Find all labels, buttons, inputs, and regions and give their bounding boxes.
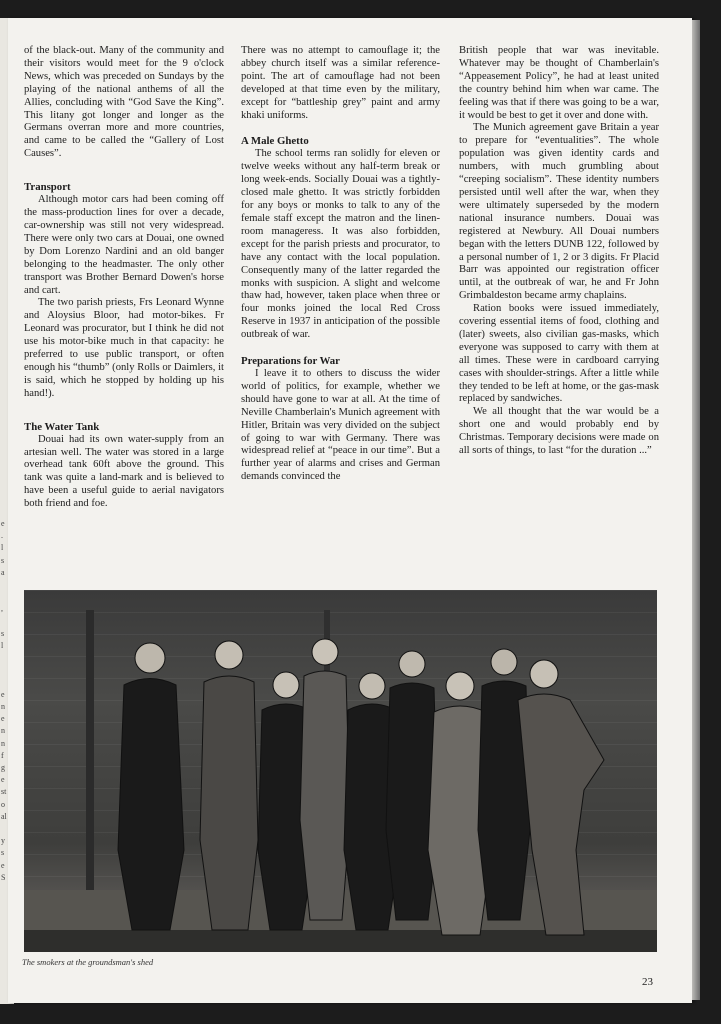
underlying-letter: y — [1, 836, 5, 846]
underlying-letter: S — [1, 872, 6, 882]
text-column-3 — [459, 45, 659, 458]
underlying-letter: n — [1, 702, 5, 712]
paragraph: I leave it to others to discuss the wider world of politics, for example, whether we should have gone to war at all. At the time of Neville Chamberlain's Munich agreement with Hitler, Britain was very divided on the subject of going to war with Germany. There was widespread relief at “peace in our time”. But a further year of alarms and crises and German demands convinced the — [241, 368, 440, 483]
text-column-1 — [24, 45, 224, 511]
paragraph: British people that war was inevitable. Whatever may be thought of Chamberlain's “Appeasement Policy”, he had at least united the country behind him when war came. The feeling was that if there was going to be a war, it would be best to get it over and done with. — [459, 45, 659, 121]
underlying-letter: al — [1, 811, 7, 821]
underlying-letter: e — [1, 519, 5, 528]
paragraph: Ration books were issued immediately, covering essential items of food, clothing and (later) sweets, also civilian gas-masks, which everyone was supposed to carry with them at all times. These were in cardboard carrying cases with shoulder-strings. After a little while they tended to be left at home, or the gas-mask replaced by sandwiches. — [459, 303, 659, 405]
text-column-2 — [241, 45, 440, 484]
paragraph: Although motor cars had been coming off the mass-production lines for over a decade, car-ownership was still not very widespread. There were only two cars at Douai, one owned by Dom Lorenzo Nardini and an old banger belonging to the headmaster. The only other transport was Brother Bernard Dowen's horse and cart. — [24, 194, 224, 296]
paragraph: The two parish priests, Frs Leonard Wynne and Aloysius Bloor, had motor-bikes. Fr Leonard was procurator, but I think he did not use his motor-bike much in that capacity: he preferred to use public transport, or often enough his “thumb” (only Rolls or Daimlers, it is said, which he stopped by holding up his hand!). — [24, 297, 224, 399]
underlying-letter: g — [1, 763, 5, 773]
underlying-letter: e — [1, 714, 5, 724]
page-edge-shadow — [692, 20, 700, 1000]
paragraph: Douai had its own water-supply from an artesian well. The water was stored in a large overhead tank 60ft above the ground. This tank was quite a land-mark and is believed to have been a useful guide to aerial navigators both friend and foe. — [24, 433, 224, 510]
underlying-letter: e — [1, 860, 5, 870]
group-photograph — [24, 590, 657, 952]
paragraph: of the black-out. Many of the community and their visitors would meet for the 9 o'clock News, which was preceded on Sundays by the playing of the national anthems of all the Allies, concluding with “God Save the King”. This litany got longer and longer as the Germans overran more and more countries, and came to be called the “Gallery of Lost Causes”. — [24, 45, 224, 160]
section-heading-transport: Transport — [24, 181, 71, 194]
underlying-letter: l — [1, 543, 4, 553]
section-heading-preparations-for-war: Preparations for War — [241, 355, 340, 368]
underlying-letter: a — [1, 567, 5, 577]
underlying-letter: s — [1, 628, 5, 638]
underlying-letter: st — [1, 787, 7, 797]
underlying-letter: s — [1, 848, 5, 858]
underlying-letter: . — [1, 531, 3, 541]
section-heading-male-ghetto: A Male Ghetto — [241, 135, 309, 148]
section-heading-water-tank: The Water Tank — [24, 420, 100, 433]
underlying-letter: o — [1, 799, 5, 809]
paragraph: There was no attempt to camouflage it; the abbey church itself was a similar reference-point. The art of camouflage had not been developed at that time even by the military, except for “battleship grey” paint and army khaki uniforms. — [241, 45, 440, 121]
document-page — [8, 18, 692, 1003]
photo-caption: The smokers at the groundsman's shed — [22, 957, 154, 967]
page-number: 23 — [642, 976, 653, 988]
underlying-letter: n — [1, 738, 5, 748]
underlying-letter: f — [1, 750, 4, 760]
underlying-letter: l — [1, 641, 4, 651]
photo-illustration — [24, 590, 657, 952]
underlying-letter: , — [1, 604, 3, 614]
paragraph: The Munich agreement gave Britain a year to prepare for “eventualities”. The whole population was given identity cards and numbers, with much grumbling about “creeping socialism”. These identity numbers persisted until well after the war, when they were ultimately superseded by the modern national insurance numbers. Douai was registered at Newbury. All Douai numbers began with the letters DUNB 122, followed by a personal number of 1, 2 or 3 digits. Fr Placid Barr was appointed our registration officer until, at the outbreak of war, he and Fr John Grimbaldeston became army chaplains. — [459, 122, 659, 302]
underlying-letter: e — [1, 689, 5, 699]
paragraph: We all thought that the war would be a short one and would probably end by Christmas. Temporary decisions were made on all sorts of things, to last “for the duration ...” — [459, 406, 659, 457]
underlying-letter: e — [1, 775, 5, 785]
underlying-letter: s — [1, 555, 5, 565]
underlying-letter: n — [1, 726, 5, 736]
paragraph: The school terms ran solidly for eleven or twelve weeks without any half-term break or long week-ends. Socially Douai was a tightly-closed male ghetto. It was strictly forbidden for any boys or monks to talk to any of the female staff except the matron and the linen-room manageress. It was also forbidden, except for the parish priests and procurator, to have any contact with the local population. Consequently many of the latter regarded the monks with suspicion. A slight and welcome thaw had, however, taken place when three or four monks joined the local Red Cross Reserve in 1937 in anticipation of the possible outbreak of war. — [241, 148, 440, 341]
